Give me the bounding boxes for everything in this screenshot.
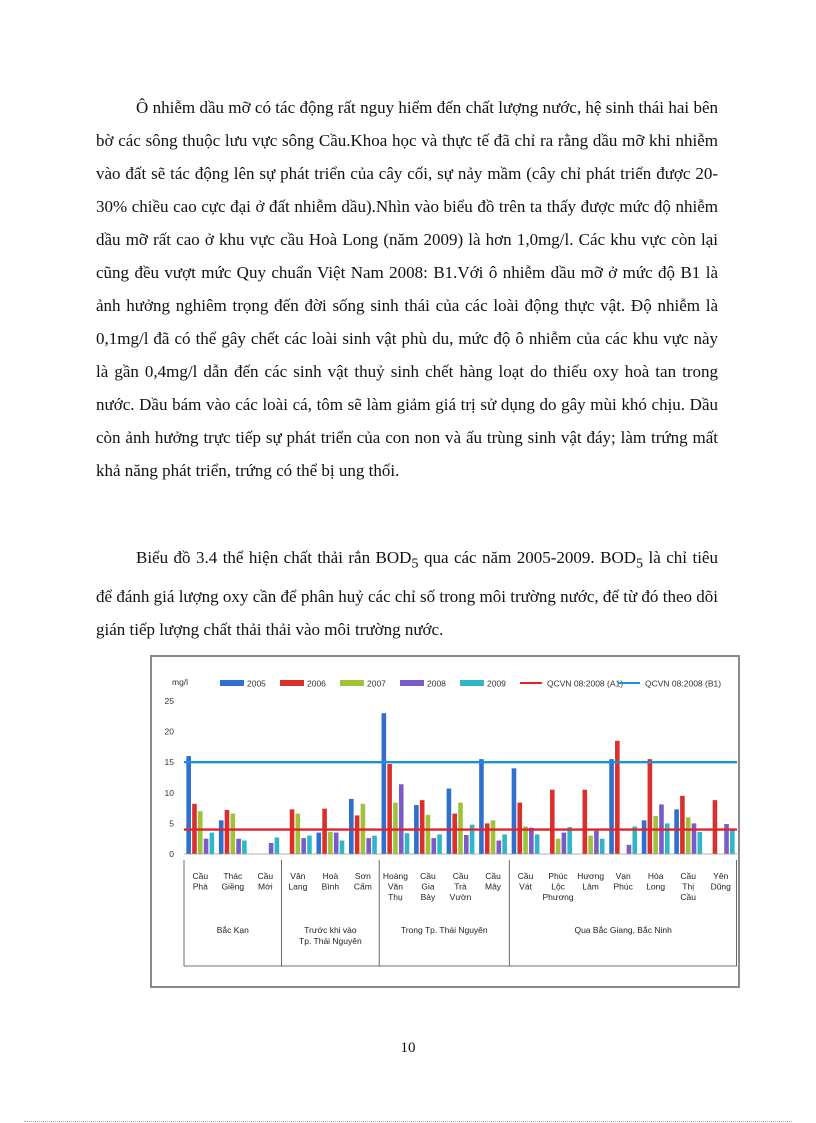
bar-2008-9 <box>497 841 502 854</box>
bar-2007-8 <box>458 803 463 854</box>
category-label-6-0: Hoàng <box>382 871 408 881</box>
p2-subscript-1: 5 <box>411 555 419 572</box>
bar-2009-16 <box>730 830 735 854</box>
category-label-0-0: Cầu <box>192 871 209 881</box>
bar-2005-1 <box>219 820 224 854</box>
group-label-0-0: Bắc Kạn <box>216 925 249 935</box>
category-label-7-2: Bảy <box>420 892 436 902</box>
category-label-6-1: Văn <box>387 881 404 892</box>
bar-2006-10 <box>517 803 522 854</box>
legend-ref-label-1: QCVN 08:2008 (B1) <box>645 678 722 689</box>
bar-2007-0 <box>198 811 203 854</box>
category-label-15-0: Cầu <box>680 871 697 881</box>
y-tick-label-0: 0 <box>169 849 174 859</box>
category-label-11-1: Lộc <box>551 881 565 892</box>
bar-2009-4 <box>340 841 345 854</box>
bar-2008-8 <box>464 835 469 854</box>
category-label-16-1: Dũng <box>710 881 731 892</box>
bar-2007-11 <box>556 839 561 854</box>
bar-2006-15 <box>680 796 685 854</box>
legend-label-2006: 2006 <box>307 678 326 689</box>
category-label-2-0: Cầu <box>257 871 274 881</box>
legend-swatch-2005 <box>220 680 244 686</box>
category-label-6-2: Thụ <box>388 892 403 902</box>
p2-text-b: qua các năm 2005-2009. BOD <box>418 548 637 567</box>
category-label-12-1: Lâm <box>582 881 599 892</box>
p2-subscript-2: 5 <box>636 555 644 572</box>
category-label-11-0: Phúc <box>548 871 568 881</box>
bar-2006-12 <box>583 790 588 854</box>
y-tick-label-2: 10 <box>164 787 174 798</box>
bar-2009-9 <box>502 834 507 854</box>
category-label-8-2: Vườn <box>449 892 472 902</box>
bar-2007-4 <box>328 832 333 854</box>
bar-2006-5 <box>355 815 360 854</box>
bar-2007-3 <box>296 814 301 854</box>
bar-2006-6 <box>387 764 392 854</box>
legend-label-2005: 2005 <box>247 678 266 689</box>
bar-2007-7 <box>426 815 431 854</box>
category-label-12-0: Hương <box>577 871 605 881</box>
bar-2009-3 <box>307 836 312 854</box>
bar-2008-6 <box>399 784 404 854</box>
bar-2005-15 <box>674 809 679 854</box>
category-label-13-0: Vạn <box>615 871 631 881</box>
category-label-7-0: Cầu <box>420 871 436 881</box>
category-label-3-1: Lang <box>288 881 308 892</box>
category-label-8-0: Cầu <box>452 871 469 881</box>
category-label-1-1: Giềng <box>221 881 245 892</box>
category-label-7-1: Gia <box>421 881 435 892</box>
page-number: 10 <box>400 1040 416 1056</box>
y-tick-label-1: 5 <box>169 818 174 829</box>
bar-2006-13 <box>615 741 620 854</box>
legend-swatch-2006 <box>280 680 304 686</box>
group-label-1-0: Trước khi vào <box>304 925 357 935</box>
bar-2008-13 <box>627 845 632 854</box>
category-label-3-0: Vân <box>290 871 306 881</box>
category-label-4-0: Hoà <box>322 871 339 881</box>
bar-2009-1 <box>242 841 247 854</box>
bar-2009-0 <box>210 833 215 854</box>
bar-2007-15 <box>686 817 691 854</box>
bar-2006-8 <box>452 814 457 854</box>
y-tick-label-4: 20 <box>164 726 174 737</box>
category-label-15-1: Thị <box>682 881 695 892</box>
bar-2008-7 <box>431 838 436 854</box>
bar-2009-12 <box>600 839 605 854</box>
legend-label-2008: 2008 <box>427 678 446 689</box>
category-label-14-1: Long <box>646 881 666 892</box>
category-label-0-1: Phà <box>192 881 208 892</box>
bar-2009-7 <box>437 834 442 854</box>
category-label-5-0: Sơn <box>354 871 371 881</box>
group-label-1-1: Tp. Thái Nguyên <box>299 936 362 946</box>
bar-2008-2 <box>269 843 274 854</box>
bar-2008-0 <box>204 839 209 854</box>
category-label-4-1: Bình <box>321 881 340 892</box>
bar-2005-4 <box>316 833 321 854</box>
bod5-chart-frame <box>150 655 740 988</box>
bar-2005-6 <box>382 713 387 854</box>
bar-2006-3 <box>290 809 295 854</box>
group-label-2-0: Trong Tp. Thái Nguyên <box>400 925 488 935</box>
bar-2006-9 <box>485 823 490 854</box>
bar-2006-16 <box>713 800 718 854</box>
bar-2005-8 <box>447 789 452 854</box>
legend-label-2007: 2007 <box>367 678 386 689</box>
category-label-13-1: Phúc <box>613 881 633 892</box>
bar-2007-9 <box>491 820 496 854</box>
bar-2009-14 <box>665 823 670 854</box>
bar-2009-15 <box>698 832 703 854</box>
bar-2005-10 <box>512 768 517 854</box>
y-axis-unit: mg/l <box>172 677 189 687</box>
bar-2006-1 <box>225 810 230 854</box>
bar-2008-5 <box>366 838 371 854</box>
category-label-14-0: Hòa <box>647 871 664 881</box>
bar-2006-11 <box>550 790 555 854</box>
p2-text-a: Biểu đồ 3.4 thể hiện chất thải rắn BOD <box>136 548 412 567</box>
bar-2009-11 <box>567 827 572 854</box>
y-tick-label-5: 25 <box>164 696 174 706</box>
bar-2007-12 <box>588 836 593 854</box>
bar-2005-0 <box>186 756 191 854</box>
bar-2005-13 <box>609 759 614 854</box>
category-label-1-0: Thác <box>223 871 243 881</box>
bar-2007-1 <box>230 814 235 854</box>
legend-swatch-2008 <box>400 680 424 686</box>
bar-2006-7 <box>420 800 425 854</box>
bar-2007-6 <box>393 803 398 854</box>
category-label-11-2: Phương <box>542 892 574 902</box>
category-label-2-1: Mới <box>258 881 273 892</box>
category-label-5-1: Cẩm <box>353 881 372 892</box>
bar-2005-5 <box>349 799 354 854</box>
bar-2008-15 <box>692 823 697 854</box>
legend-swatch-2009 <box>460 680 484 686</box>
p2-text-c: là chỉ tiêu để đánh giá lượng oxy cần để phân huỷ các chỉ số trong môi trường nước, để từ đó theo dõi gián tiếp lượng chất thải thải vào môi trường nước. <box>96 548 718 640</box>
category-label-10-1: Vát <box>519 881 532 892</box>
bod5-chart <box>152 657 738 986</box>
footer-divider <box>24 1121 792 1122</box>
bar-2009-2 <box>275 837 280 854</box>
legend-ref-label-0: QCVN 08:2008 (A1) <box>547 678 624 689</box>
category-label-9-0: Cầu <box>485 871 501 881</box>
bar-2005-9 <box>479 759 484 854</box>
bar-2008-3 <box>301 838 306 854</box>
legend-swatch-2007 <box>340 680 364 686</box>
bar-2008-10 <box>529 828 534 854</box>
bar-2006-4 <box>322 809 327 854</box>
bar-2007-14 <box>653 816 658 854</box>
bar-2009-5 <box>372 836 377 854</box>
bar-2008-4 <box>334 833 339 854</box>
category-label-8-1: Trà <box>454 881 467 892</box>
bar-2005-14 <box>642 820 647 854</box>
bar-2006-14 <box>648 759 653 854</box>
y-tick-label-3: 15 <box>164 757 174 768</box>
legend-label-2009: 2009 <box>487 678 506 689</box>
category-label-15-2: Cầu <box>680 892 697 902</box>
paragraph-bod5-intro <box>96 541 718 646</box>
bar-2009-6 <box>405 833 410 854</box>
category-label-9-1: Mây <box>484 881 502 892</box>
group-label-3-0: Qua Bắc Giang, Bắc Ninh <box>574 925 672 935</box>
bar-2009-10 <box>535 834 540 854</box>
bar-2008-1 <box>236 839 241 854</box>
bar-2008-12 <box>594 831 599 854</box>
category-label-16-0: Yên <box>713 871 729 881</box>
bar-2008-11 <box>562 833 567 854</box>
paragraph-oil-pollution: Ô nhiễm dầu mỡ có tác động rất nguy hiểm đến chất lượng nước, hệ sinh thái hai bên bờ các sông thuộc lưu vực sông Cầu.Khoa học và thực tế đã chỉ ra rằng dầu mỡ khi nhiễm vào đất sẽ tác động lên sự phát triển của cây cối, sự nảy mầm (cây chỉ phát triển được 20-30% chiều cao cực đại ở đất nhiễm dầu).Nhìn vào biểu đồ trên ta thấy được mức độ nhiễm dầu mỡ rất cao ở khu vực cầu Hoà Long (năm 2009) là hơn 1,0mg/l. Các khu vực còn lại cũng đều vượt mức Quy chuẩn Việt Nam 2008: B1.Với ô nhiễm dầu mỡ ở mức độ B1 là ảnh hưởng nghiêm trọng đến đời sống sinh thái của các loài động thực vật. Độ nhiễm là 0,1mg/l đã có thể gây chết các loài sinh vật phù du, mức độ ô nhiễm của các khu vực này là gần 0,4mg/l dẫn đến các sinh vật thuỷ sinh chết hàng loạt do thiếu oxy hoà tan trong nước. Dầu bám vào các loài cá, tôm sẽ làm giảm giá trị sử dụng do gây mùi khó chịu. Dầu còn ảnh hưởng trực tiếp sự phát triển của con non và ấu trùng sinh vật đáy; làm trứng mất khả năng phát triển, trứng có thể bị ung thối. <box>96 98 718 480</box>
category-label-10-0: Cầu <box>517 871 534 881</box>
